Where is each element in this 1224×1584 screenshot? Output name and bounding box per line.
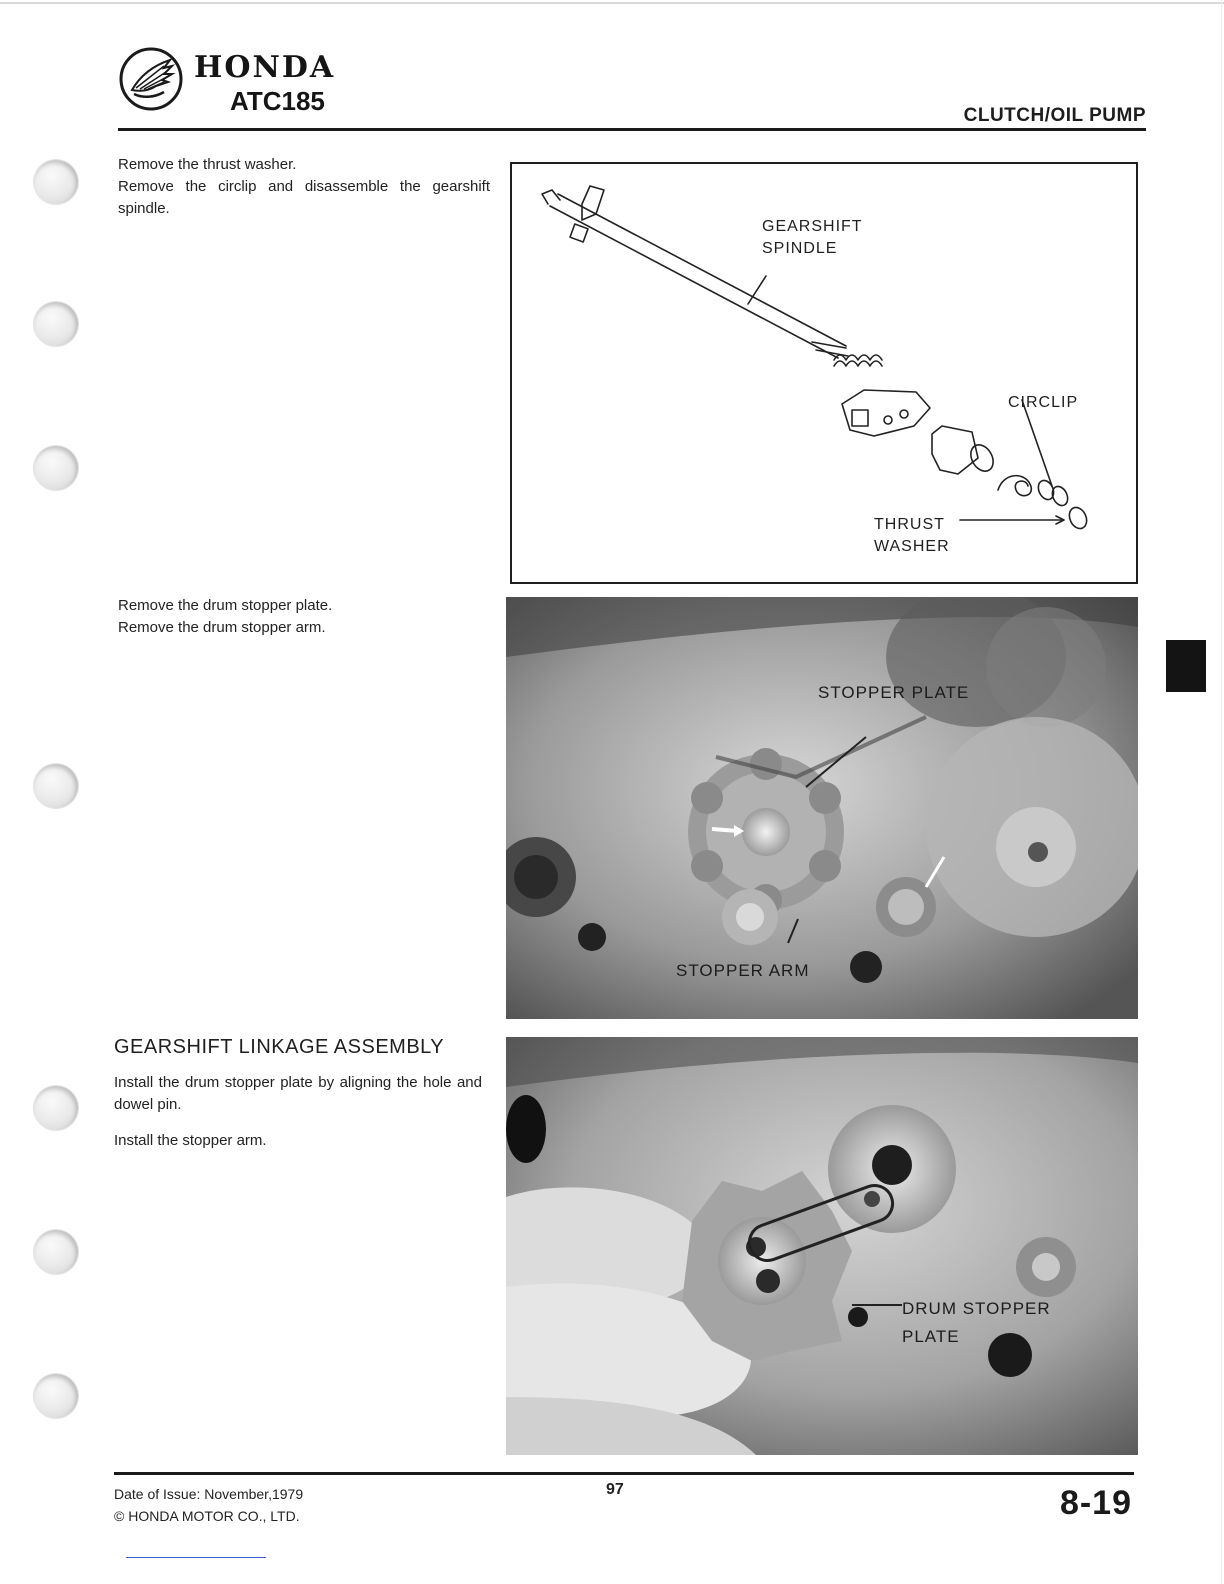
binder-hole <box>34 302 78 346</box>
step2-line: Remove the drum stopper plate. <box>118 597 333 614</box>
label-line: PLATE <box>902 1327 960 1346</box>
label-stopper-arm: STOPPER ARM <box>676 961 810 980</box>
step2-line: Remove the drum stopper arm. <box>118 619 326 636</box>
binder-hole <box>34 1230 78 1274</box>
stopper-plate-photo <box>506 597 1138 1019</box>
page-number: 97 <box>606 1481 624 1498</box>
step1-text <box>118 154 490 220</box>
step1-line: Remove the thrust washer. <box>118 156 297 173</box>
gearshift-spindle-diagram <box>510 162 1138 584</box>
section-index-tab <box>1166 640 1206 692</box>
binder-hole <box>34 1086 78 1130</box>
honda-wing-icon <box>118 46 184 112</box>
footer-rule <box>114 1472 1134 1475</box>
drum-stopper-plate-photo <box>506 1037 1138 1455</box>
section-page-number: 8-19 <box>1059 1484 1132 1522</box>
copyright: © HONDA MOTOR CO., LTD. <box>114 1508 300 1524</box>
label-line: GEARSHIFT <box>762 218 863 235</box>
brand-name: HONDA <box>194 50 336 85</box>
assembly-text <box>114 1072 482 1152</box>
binder-hole <box>34 764 78 808</box>
binder-hole <box>34 160 78 204</box>
assembly-line: Install the stopper arm. <box>114 1132 267 1149</box>
label-line: DRUM STOPPER <box>902 1299 1051 1318</box>
page-edge-top <box>0 2 1224 4</box>
label-line: WASHER <box>874 538 950 555</box>
assembly-heading: GEARSHIFT LINKAGE ASSEMBLY <box>114 1036 445 1058</box>
label-drum-stopper-plate <box>902 1295 1051 1351</box>
binder-hole <box>34 1374 78 1418</box>
page-edge-right <box>1221 0 1222 1584</box>
label-stopper-plate: STOPPER PLATE <box>818 683 970 702</box>
label-thrust-washer <box>874 514 950 558</box>
label-line: THRUST <box>874 516 945 533</box>
binder-hole <box>34 446 78 490</box>
label-gearshift-spindle <box>762 216 863 260</box>
model-name: ATC185 <box>230 86 325 116</box>
label-line: SPINDLE <box>762 240 838 257</box>
step2-text <box>118 595 490 639</box>
header-rule <box>118 128 1146 131</box>
assembly-line: Install the drum stopper plate by aligning the hole and dowel pin. <box>114 1074 482 1113</box>
label-circlip: CIRCLIP <box>1008 394 1079 411</box>
step1-line: Remove the circlip and disassemble the gearshift spindle. <box>118 178 490 217</box>
issue-date: Date of Issue: November,1979 <box>114 1486 304 1502</box>
section-title: CLUTCH/OIL PUMP <box>963 105 1146 126</box>
scan-artifact-line <box>126 1557 266 1558</box>
